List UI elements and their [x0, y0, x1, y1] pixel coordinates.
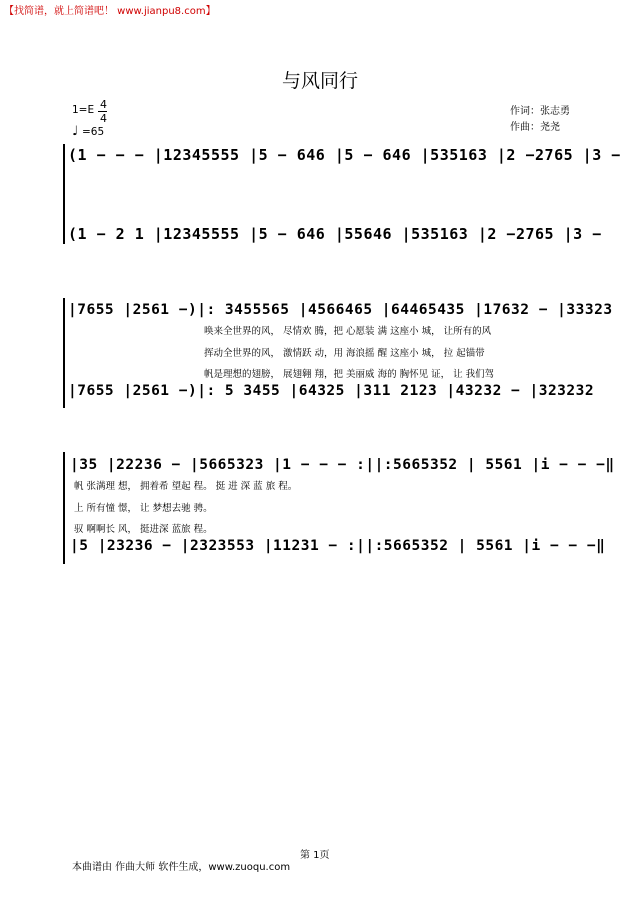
system3-bass-staff: |5 |23236 − |2323553 |11231 − :||:5665352 | 5561 |i − − −‖ [70, 538, 606, 554]
key-signature: 1=E [72, 104, 95, 116]
system3-melody-staff: |35 |22236 − |5665323 |1 − − − :||:5665352 | 5561 |i − − −‖ [70, 457, 615, 473]
composer-credit: 作曲：尧尧 [510, 122, 560, 133]
tempo-mark: =65 [82, 126, 105, 138]
tempo-note-icon: ♩ [72, 124, 79, 139]
time-signature-divider [98, 111, 107, 112]
system1-top-staff: (1 − − − |12345555 |5 − 646 |5 − 646 |535163 |2 −2765 |3 − [68, 146, 621, 164]
footer-note: 本曲谱由 作曲大师 软件生成，www.zuoqu.com [72, 862, 291, 873]
system2-bracket [63, 298, 65, 408]
system2-lyric-verse2: 挥动全世界的风， 激情跃 动，用 海浪摇 醒 这座小 城， 拉 起锚带 [204, 348, 485, 359]
site-banner[interactable]: 【找简谱，就上简谱吧！ www.jianpu8.com】 [4, 6, 216, 17]
system2-lyric-verse1: 唤来全世界的风， 尽情欢 腾，把 心愿装 满 这座小 城， 让所有的风 [204, 326, 492, 337]
system1-bottom-staff: (1 − 2 1 |12345555 |5 − 646 |55646 |535163 |2 −2765 |3 − [68, 225, 602, 243]
page-number: 第 1页 [300, 850, 330, 861]
system2-lyric-verse3: 帆是理想的翅膀， 展翅翱 翔，把 美丽威 海的 胸怀见 证， 让 我们驾 [204, 369, 495, 380]
system3-lyric-verse3: 驭 啊啊长 风， 挺进深 蓝旅 程。 [74, 524, 213, 535]
system3-bracket [63, 452, 65, 564]
time-signature-top: 4 [100, 98, 107, 111]
system3-lyric-verse2: 上 所有憧 憬， 让 梦想去驰 骋。 [74, 503, 213, 514]
system2-bass-staff: |7655 |2561 −)|: 5 3455 |64325 |311 2123 |43232 − |323232 [68, 383, 595, 399]
lyricist-credit: 作词：张志勇 [510, 106, 570, 117]
song-title: 与风同行 [281, 70, 358, 92]
system2-melody-staff: |7655 |2561 −)|: 3455565 |4566465 |64465435 |17632 − |33323 [68, 302, 613, 318]
system1-bracket [63, 144, 65, 244]
system3-lyric-verse1: 帆 张满理 想， 拥着希 望起 程。 挺 进 深 蓝 旅 程。 [74, 481, 298, 492]
time-signature-bottom: 4 [100, 112, 107, 125]
